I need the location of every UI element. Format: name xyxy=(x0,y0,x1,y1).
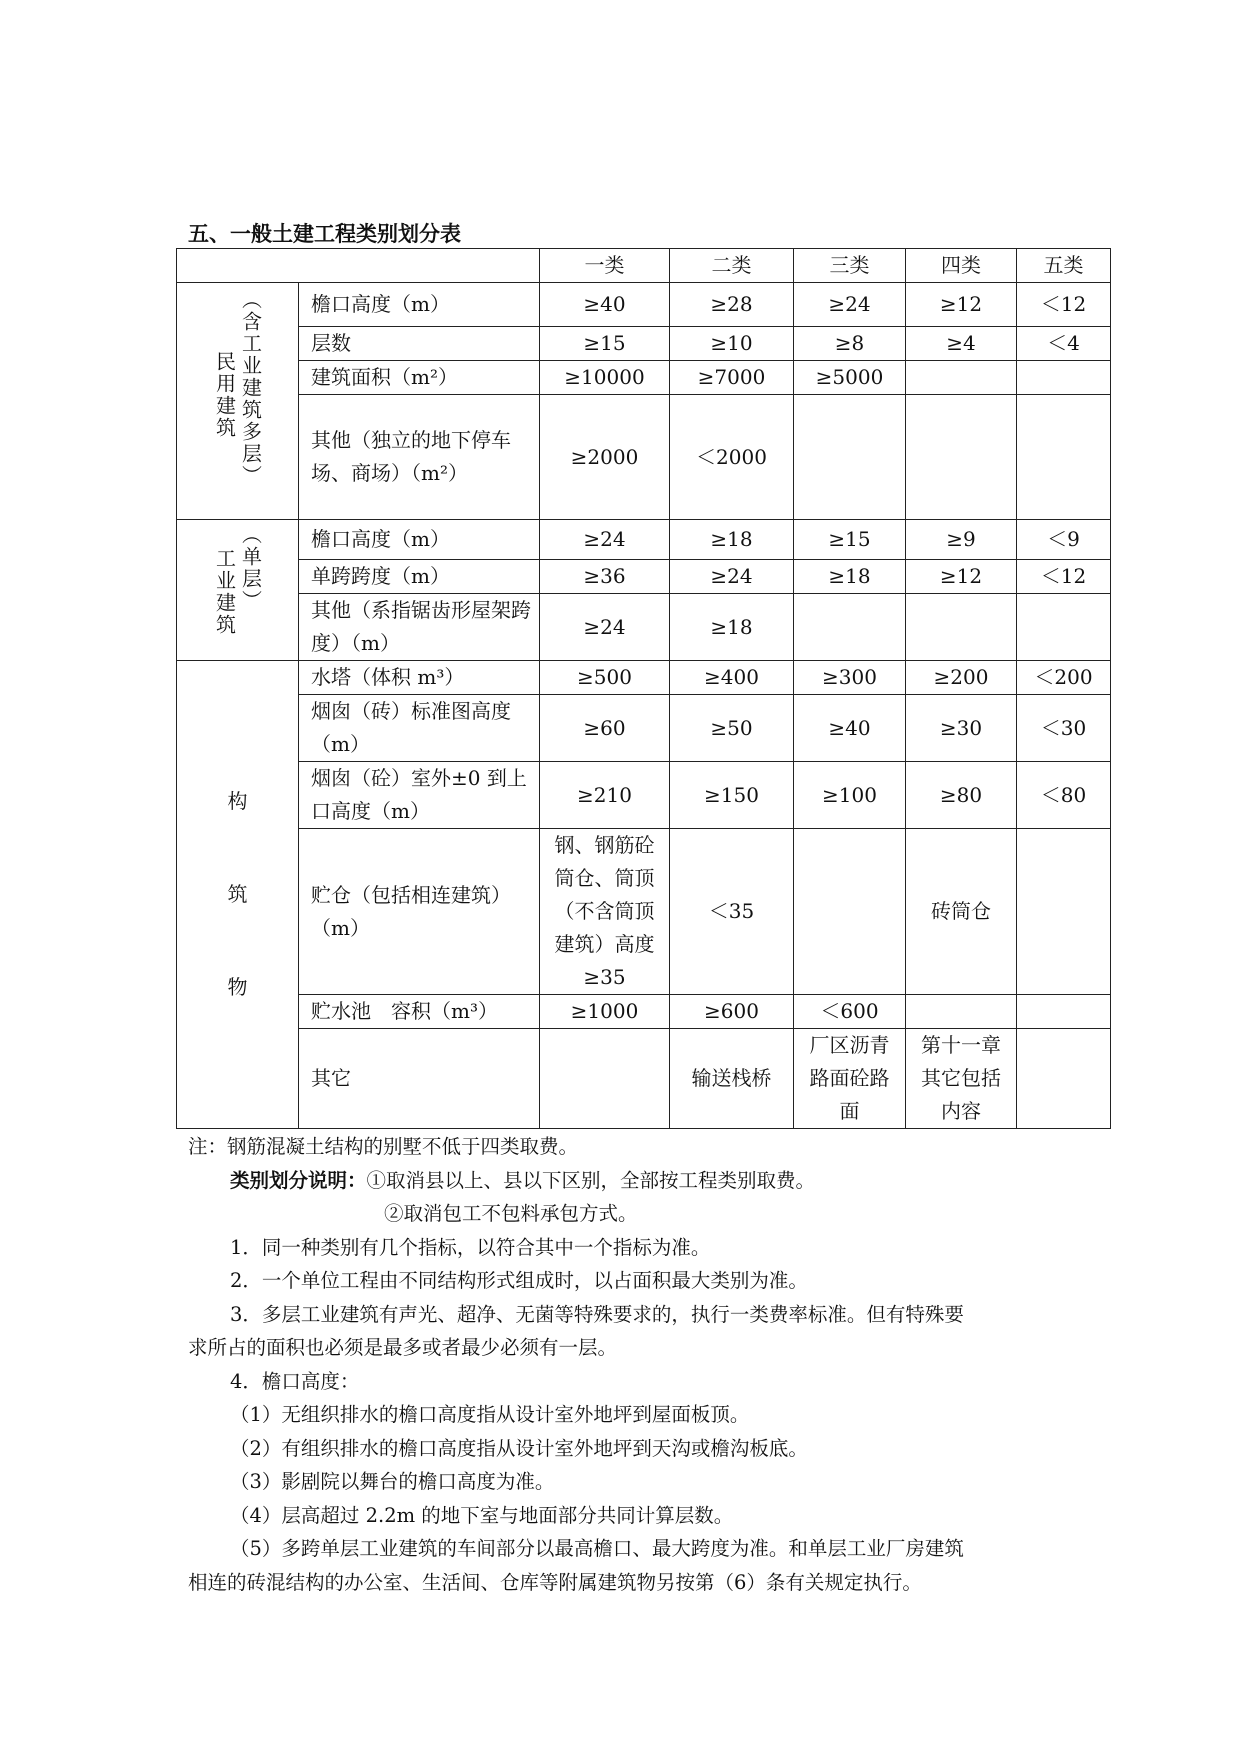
subrule-2: （2）有组织排水的檐口高度指从设计室外地坪到天沟或檐沟板底。 xyxy=(230,1436,808,1460)
row-label: 檐口高度（m） xyxy=(299,283,540,327)
row-label: 其它 xyxy=(299,1029,540,1129)
subrule-5-cont: 相连的砖混结构的办公室、生活间、仓库等附属建筑物另按第（6）条有关规定执行。 xyxy=(188,1570,922,1594)
cell: ≥40 xyxy=(794,695,906,762)
table-row xyxy=(177,1029,1111,1129)
cell: ≥18 xyxy=(670,594,794,661)
table-row xyxy=(177,283,1111,327)
cell: ＜35 xyxy=(670,829,794,995)
cell: ≥12 xyxy=(906,283,1017,327)
cell: ≥500 xyxy=(540,661,670,695)
rule-2: 2．一个单位工程由不同结构形式组成时，以占面积最大类别为准。 xyxy=(230,1269,808,1292)
cell xyxy=(906,395,1017,520)
group-civil-main: 民用建筑 xyxy=(212,351,237,439)
cell: ≥15 xyxy=(794,520,906,560)
cell: ≥2000 xyxy=(540,395,670,520)
notes-section xyxy=(188,1130,1068,1599)
table-row xyxy=(177,327,1111,361)
subrule-1: （1）无组织排水的檐口高度指从设计室外地坪到屋面板顶。 xyxy=(230,1403,750,1426)
cell: ≥24 xyxy=(540,594,670,661)
group-industrial-main: 工业建筑 xyxy=(212,548,237,636)
note-villa: 注：钢筋混凝土结构的别墅不低于四类取费。 xyxy=(188,1135,579,1158)
cell: ≥80 xyxy=(906,762,1017,829)
cell: ≥60 xyxy=(540,695,670,762)
explanation-line xyxy=(188,1164,1068,1198)
cell: ≥15 xyxy=(540,327,670,361)
row-label: 其他（系指锯齿形屋架跨度）（m） xyxy=(299,594,540,661)
cell: ≥600 xyxy=(670,995,794,1029)
row-label: 烟囱（砖）标准图高度（m） xyxy=(299,695,540,762)
row-label: 其他（独立的地下停车场、商场）（m²） xyxy=(299,395,540,520)
cell: ≥7000 xyxy=(670,361,794,395)
cell: ≥100 xyxy=(794,762,906,829)
table-row xyxy=(177,661,1111,695)
table-row xyxy=(177,594,1111,661)
cell: ≥200 xyxy=(906,661,1017,695)
cell: ≥24 xyxy=(540,520,670,560)
cell xyxy=(1017,1029,1111,1129)
cell xyxy=(1017,395,1111,520)
table-row xyxy=(177,695,1111,762)
cell: ＜12 xyxy=(1017,560,1111,594)
cell: ＜600 xyxy=(794,995,906,1029)
row-label: 建筑面积（m²） xyxy=(299,361,540,395)
rule-3-cont: 求所占的面积也必须是最多或者最少必须有一层。 xyxy=(188,1336,618,1359)
cell: ＜200 xyxy=(1017,661,1111,695)
table-row xyxy=(177,361,1111,395)
group-structures xyxy=(177,661,299,1129)
cell: 砖筒仓 xyxy=(906,829,1017,995)
cell: ≥12 xyxy=(906,560,1017,594)
cell xyxy=(906,361,1017,395)
explanation-item: ①取消县以上、县以下区别，全部按工程类别取费。 xyxy=(366,1168,816,1192)
table-row xyxy=(177,762,1111,829)
cell: 钢、钢筋砼筒仓、筒顶（不含筒顶建筑）高度≥35 xyxy=(540,829,670,995)
cell: ≥8 xyxy=(794,327,906,361)
cell: 输送栈桥 xyxy=(670,1029,794,1129)
table-row xyxy=(177,995,1111,1029)
category-table xyxy=(176,248,1111,1129)
header-class-3: 三类 xyxy=(794,249,906,283)
header-class-4: 四类 xyxy=(906,249,1017,283)
rule-4: 4．檐口高度： xyxy=(230,1369,360,1393)
subrule-5: （5）多跨单层工业建筑的车间部分以最高檐口、最大跨度为准。和单层工业厂房建筑 xyxy=(230,1537,964,1560)
rule-1: 1．同一种类别有几个指标，以符合其中一个指标为准。 xyxy=(230,1235,711,1259)
cell: ≥5000 xyxy=(794,361,906,395)
cell xyxy=(1017,829,1111,995)
cell: ≥9 xyxy=(906,520,1017,560)
group-industrial-sub: （单层） xyxy=(238,524,263,612)
header-class-2: 二类 xyxy=(670,249,794,283)
row-label: 层数 xyxy=(299,327,540,361)
cell xyxy=(906,995,1017,1029)
header-class-1: 一类 xyxy=(540,249,670,283)
cell xyxy=(906,594,1017,661)
row-label: 贮仓（包括相连建筑）（m） xyxy=(299,829,540,995)
cell xyxy=(794,829,906,995)
cell xyxy=(794,395,906,520)
row-label: 烟囱（砼）室外±0 到上口高度（m） xyxy=(299,762,540,829)
table-row xyxy=(177,829,1111,995)
subrule-3: （3）影剧院以舞台的檐口高度为准。 xyxy=(230,1470,555,1493)
cell: ≥150 xyxy=(670,762,794,829)
group-structures-char: 构 xyxy=(227,789,248,813)
cell xyxy=(1017,594,1111,661)
header-blank xyxy=(177,249,540,283)
cell: ≥30 xyxy=(906,695,1017,762)
cell: ≥1000 xyxy=(540,995,670,1029)
table-title: 五、一般土建工程类别划分表 xyxy=(188,221,461,246)
cell: ≥36 xyxy=(540,560,670,594)
table-row xyxy=(177,395,1111,520)
subrule-4: （4）层高超过 2.2m 的地下室与地面部分共同计算层数。 xyxy=(230,1503,734,1527)
explanation-label: 类别划分说明： xyxy=(230,1168,367,1192)
cell: ＜30 xyxy=(1017,695,1111,762)
cell: ≥300 xyxy=(794,661,906,695)
cell: ≥4 xyxy=(906,327,1017,361)
cell: ＜12 xyxy=(1017,283,1111,327)
cell: ≥28 xyxy=(670,283,794,327)
cell: ≥50 xyxy=(670,695,794,762)
header-class-5: 五类 xyxy=(1017,249,1111,283)
group-industrial xyxy=(177,520,299,661)
row-label: 水塔（体积 m³） xyxy=(299,661,540,695)
cell xyxy=(540,1029,670,1129)
cell: ≥24 xyxy=(794,283,906,327)
cell: 第十一章其它包括内容 xyxy=(906,1029,1017,1129)
row-label: 贮水池 容积（m³） xyxy=(299,995,540,1029)
cell: ≥400 xyxy=(670,661,794,695)
cell: ＜2000 xyxy=(670,395,794,520)
group-civil-sub: （含工业建筑多层） xyxy=(238,289,263,487)
cell: ≥24 xyxy=(670,560,794,594)
cell: ＜9 xyxy=(1017,520,1111,560)
cell: ≥210 xyxy=(540,762,670,829)
table-row xyxy=(177,560,1111,594)
cell: ≥18 xyxy=(670,520,794,560)
group-structures-char: 物 xyxy=(227,975,248,999)
cell xyxy=(1017,361,1111,395)
table-row xyxy=(177,520,1111,560)
cell: ＜80 xyxy=(1017,762,1111,829)
cell: ≥40 xyxy=(540,283,670,327)
cell: ＜4 xyxy=(1017,327,1111,361)
group-civil xyxy=(177,283,299,520)
header-row xyxy=(177,249,1111,283)
cell: 厂区沥青路面砼路面 xyxy=(794,1029,906,1129)
explanation-item: ②取消包工不包料承包方式。 xyxy=(384,1202,638,1225)
cell xyxy=(1017,995,1111,1029)
rule-3: 3．多层工业建筑有声光、超净、无菌等特殊要求的，执行一类费率标准。但有特殊要 xyxy=(230,1302,964,1326)
group-structures-char: 筑 xyxy=(227,882,248,906)
cell xyxy=(794,594,906,661)
cell: ≥10 xyxy=(670,327,794,361)
cell: ≥10000 xyxy=(540,361,670,395)
cell: ≥18 xyxy=(794,560,906,594)
row-label: 檐口高度（m） xyxy=(299,520,540,560)
row-label: 单跨跨度（m） xyxy=(299,560,540,594)
